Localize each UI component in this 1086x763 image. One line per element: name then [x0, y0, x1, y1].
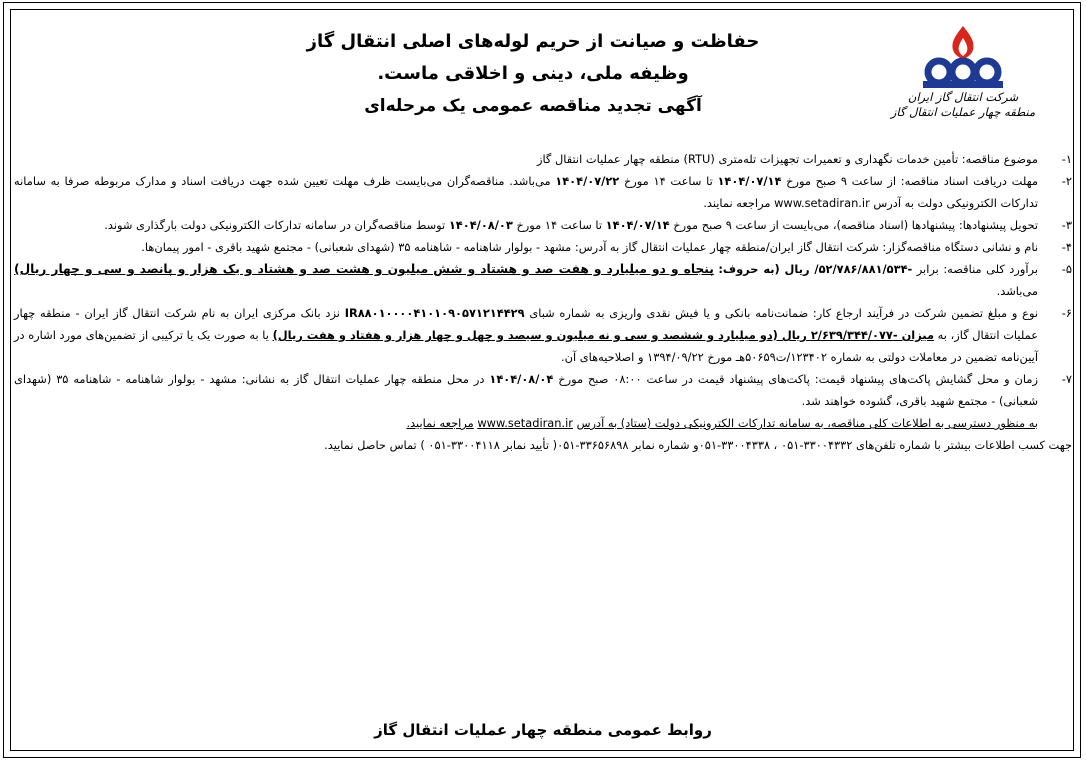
tender-title: آگهی تجدید مناقصه عمومی یک مرحله‌ای — [364, 96, 702, 116]
company-logo — [878, 24, 1048, 144]
public-relations-signature: روابط عمومی منطقه چهار عملیات انتقال گاز — [374, 721, 712, 739]
item-text: تا ساعت ۱۴ مورخ — [516, 218, 603, 232]
item-number: ۱- — [1061, 152, 1072, 166]
item-text: می‌باشد. مناقصه‌گران می‌بایست ظرف مهلت تعیین شده جهت دریافت اسناد و مدارک مربوطه صرفا به سامانه تدارکات الکترونیکی دولت به آدرس — [14, 174, 1038, 210]
item-text: توسط مناقصه‌گران در سامانه تدارکات الکترونیکی دولت بارگذاری شوند. — [104, 218, 446, 232]
sheba-number: IR۸۸۰۱۰۰۰۰۴۱۰۱۰۹۰۵۷۱۲۱۴۴۲۹ — [344, 306, 525, 320]
slogan-line-1: حفاظت و صیانت از حریم لوله‌های اصلی انتقال گاز — [306, 31, 760, 52]
tender-item-4 — [14, 236, 1072, 258]
tender-item-5 — [14, 258, 1072, 302]
item-text: در محل منطقه چهار عملیات انتقال گاز به نشانی: مشهد - بولوار شاهنامه - شاهنامه ۳۵ (شهدای شعبانی) - مجتمع شهید باقری، گشوده خواهند شد. — [14, 372, 1038, 408]
estimate-amount: -۵۲/۷۸۶/۸۸۱/۵۳۴/ ریال (به حروف: — [718, 262, 913, 276]
item-text: نام و نشانی دستگاه مناقصه‌گزار: شرکت انتقال گاز ایران/منطقه چهار عملیات انتقال گاز به آدرس: مشهد - بولوار شاهنامه - شاهنامه ۳۵ (شهدای شعبانی) - مجتمع شهید باقری - امور پیمان‌ها. — [141, 240, 1038, 254]
tender-item-2 — [14, 170, 1072, 214]
deadline-date: ۱۴۰۴/۰۸/۰۳ — [448, 218, 513, 232]
item-text: زمان و محل گشایش پاکت‌های پیشنهاد قیمت: پاکت‌های پیشنهاد قیمت در ساعت ۰۸:۰۰ صبح مورخ — [558, 372, 1038, 386]
end-date: ۱۴۰۴/۰۷/۲۲ — [555, 174, 620, 188]
logo-region-name: منطقه چهار عملیات انتقال گاز — [890, 105, 1036, 119]
item-text: موضوع مناقصه: تأمین خدمات نگهداری و تعمیرات تجهیزات تله‌متری (RTU) منطقه چهار عملیات انتقال گاز — [536, 152, 1038, 166]
item-number: ۲- — [1061, 174, 1072, 188]
item-text: مراجعه نمایند. — [703, 196, 771, 210]
tender-item-6 — [14, 302, 1072, 368]
item-text: تا ساعت ۱۴ مورخ — [623, 174, 713, 188]
item-text: نوع و مبلغ تضمین شرکت در فرآیند ارجاع کار: ضمانت‌نامه بانکی و یا فیش نقدی واریزی به شماره شبای — [529, 306, 1038, 320]
item-text: مراجعه نمایید. — [406, 416, 474, 430]
item-text: مهلت دریافت اسناد مناقصه: از ساعت ۹ صبح مورخ — [786, 174, 1038, 188]
item-text: تحویل پیشنهادها: پیشنهادها (اسناد مناقصه)، می‌بایست از ساعت ۹ صبح مورخ — [673, 218, 1038, 232]
setad-website-link[interactable]: www.setadiran.ir — [774, 196, 870, 210]
item-number: ۵- — [1061, 262, 1072, 276]
item-text: می‌باشد. — [996, 284, 1038, 298]
tender-item-1 — [14, 148, 1072, 170]
item-text: به منظور دسترسی به اطلاعات کلی مناقصه، به سامانه تدارکات الکترونیکی دولت (ستاد) به آدرس — [576, 416, 1038, 430]
tender-item-7 — [14, 368, 1072, 434]
tender-body — [14, 148, 1072, 456]
start-date: ۱۴۰۴/۰۷/۱۴ — [717, 174, 782, 188]
tender-item-3 — [14, 214, 1072, 236]
setad-website-link[interactable]: www.setadiran.ir — [477, 416, 573, 430]
guarantee-amount: میزان -۲/۶۳۹/۳۴۴/۰۷۷ ریال (دو میلیارد و ششصد و سی و نه میلیون و سیصد و چهل و چهار هزار و هفتاد و هفت ریال) — [272, 328, 935, 342]
item-number: ۳- — [1061, 218, 1072, 232]
item-text: نزد بانک مرکزی ایران به نام شرکت انتقال گاز ایران - منطقه چهار عملیات انتقال گاز، به — [14, 306, 1038, 342]
gas-flame-logo-icon — [915, 24, 1011, 90]
ad-header — [180, 26, 886, 122]
slogan-line-2: وظیفه ملی، دینی و اخلاقی ماست. — [377, 63, 689, 84]
item-number: ۷- — [1061, 372, 1072, 386]
estimate-amount-words: پنجاه و دو میلیارد و هفت صد و هشتاد و شش میلیون و هشت صد و هشتاد و یک هزار و پانصد و سی و چهار ریال) — [14, 262, 714, 276]
start-date: ۱۴۰۴/۰۷/۱۴ — [605, 218, 670, 232]
item-number: ۶- — [1061, 306, 1072, 320]
logo-company-name: شرکت انتقال گاز ایران — [907, 90, 1019, 104]
item-text: برآورد کلی مناقصه: برابر — [916, 262, 1038, 276]
opening-date: ۱۴۰۴/۰۸/۰۴ — [489, 372, 554, 386]
contact-info: جهت کسب اطلاعات بیشتر با شماره تلفن‌های ۳۳۰۰۴۳۳۲-۰۵۱ ، ۳۳۰۰۴۳۳۸-۰۵۱و شماره نمابر ۳۳۶۵۶۸۹۸-۰۵۱( تأیید نمابر ۳۳۰۰۴۱۱۸-۰۵۱ ) تماس حاصل نمایید. — [324, 438, 1072, 452]
item-text: یا به صورت یک یا ترکیبی از تضمین‌های مورد اشاره در آیین‌نامه تضمین در معاملات دولتی به شماره ۱۲۳۴۰۲/ت۵۰۶۵۹هـ مورخ ۱۳۹۴/۰۹/۲۲ و اصلاحیه‌های آن. — [14, 328, 1038, 364]
item-number: ۴- — [1061, 240, 1072, 254]
